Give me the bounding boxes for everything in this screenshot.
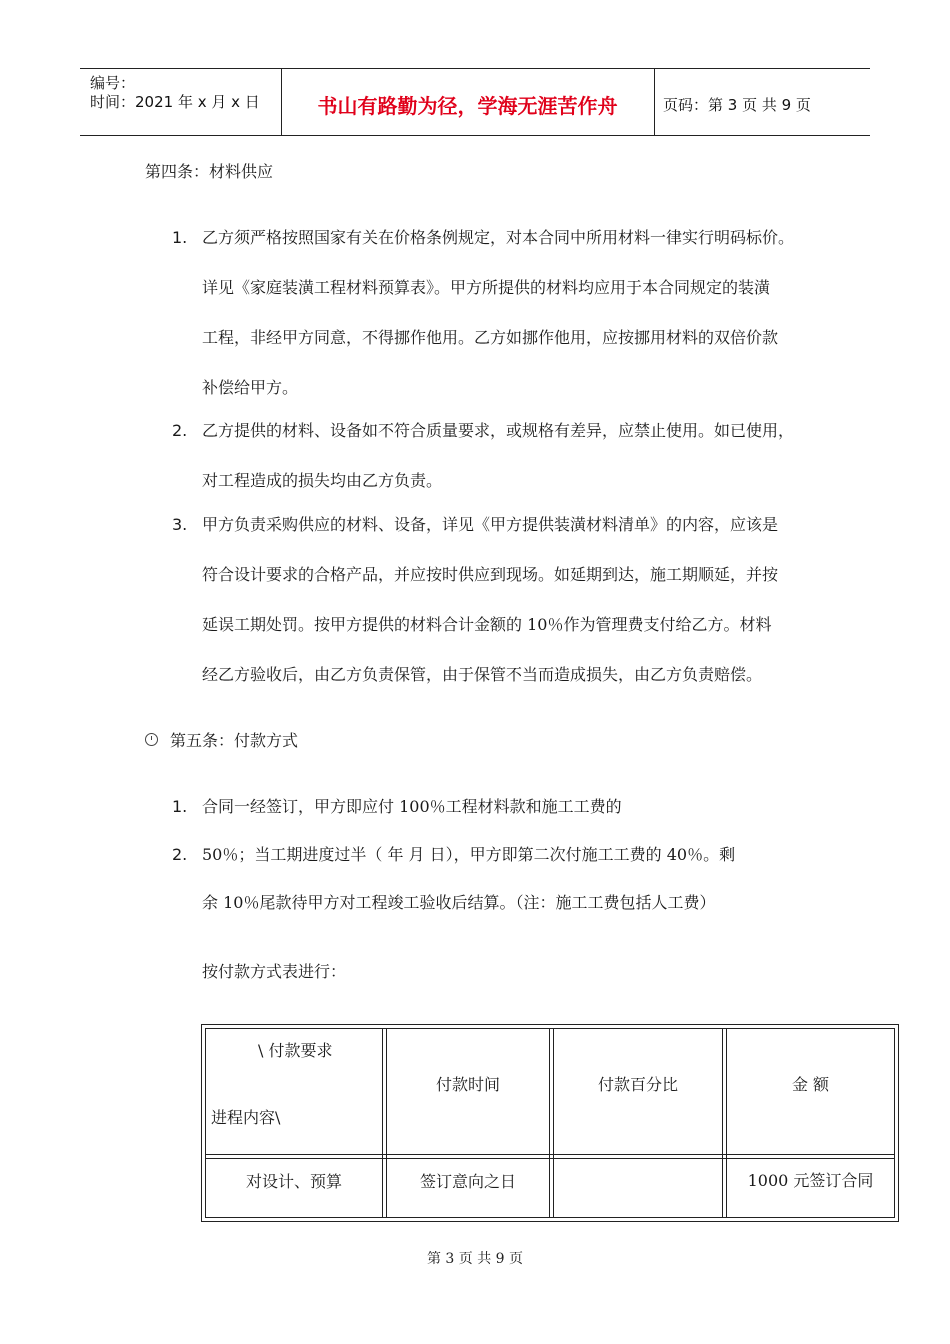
document-date: 时间：2021 年 x 月 x 日 xyxy=(90,93,260,111)
table-col-divider xyxy=(382,1028,383,1218)
table-header-cell: 付款百分比 xyxy=(597,1075,678,1094)
list-number: 1. xyxy=(172,797,188,816)
table-border xyxy=(205,1217,895,1218)
table-col-divider xyxy=(553,1028,554,1218)
table-intro: 按付款方式表进行： xyxy=(202,962,347,981)
table-border xyxy=(201,1221,899,1222)
table-border xyxy=(205,1028,895,1029)
header-divider xyxy=(654,68,655,136)
table-header-cell: 付款时间 xyxy=(435,1075,500,1094)
article4-item3-line2: 符合设计要求的合格产品，并应按时供应到现场。如延期到达，施工期顺延，并按 xyxy=(202,565,779,584)
article4-item1-line2: 详见《家庭装潢工程材料预算表》。甲方所提供的材料均应用于本合同规定的装潢 xyxy=(202,278,771,297)
article4-item3-line3: 延误工期处罚。按甲方提供的材料合计金额的 10％作为管理费支付给乙方。材料 xyxy=(202,615,772,634)
page-footer: 第 3 页 共 9 页 xyxy=(426,1251,524,1267)
table-cell: 签订意向之日 xyxy=(419,1172,516,1191)
clock-icon xyxy=(145,733,158,746)
table-col-divider xyxy=(549,1028,550,1218)
list-number: 3. xyxy=(172,515,188,534)
article4-heading: 第四条：材料供应 xyxy=(145,162,274,181)
article5-heading: 第五条：付款方式 xyxy=(170,731,299,750)
document-code-label: 编号： xyxy=(90,74,136,92)
list-number: 1. xyxy=(172,228,188,247)
table-header-diagonal-bottom: 进程内容\ xyxy=(211,1108,281,1127)
table-cell: 对设计、预算 xyxy=(245,1172,342,1191)
article4-item2-line1: 乙方提供的材料、设备如不符合质量要求，或规格有差异，应禁止使用。如已使用， xyxy=(202,421,795,440)
table-header-cell: 金 额 xyxy=(791,1075,830,1094)
article5-item2-line1: 50％；当工期进度过半（ 年 月 日），甲方即第二次付施工工费的 40％。剩 xyxy=(202,845,736,864)
table-row-divider xyxy=(205,1154,895,1155)
page-indicator: 页码：第 3 页 共 9 页 xyxy=(663,96,811,114)
table-border xyxy=(201,1024,202,1222)
article4-item1-line3: 工程，非经甲方同意，不得挪作他用。乙方如挪作他用，应按挪用材料的双倍价款 xyxy=(202,328,779,347)
article5-item2-line2: 余 10％尾款待甲方对工程竣工验收后结算。（注：施工工费包括人工费） xyxy=(202,893,716,912)
table-cell: 1000 元签订合同 xyxy=(747,1171,874,1190)
article4-item3-line1: 甲方负责采购供应的材料、设备，详见《甲方提供装潢材料清单》的内容，应该是 xyxy=(202,515,779,534)
header-bottom-rule xyxy=(80,135,870,136)
table-header-diagonal-top: \ 付款要求 xyxy=(258,1041,333,1060)
table-border xyxy=(898,1024,899,1222)
article4-item1-line4: 补偿给甲方。 xyxy=(202,378,299,397)
motto-banner: 书山有路勤为径，学海无涯苦作舟 xyxy=(317,94,618,118)
article5-item1-line1: 合同一经签订，甲方即应付 100％工程材料款和施工工费的 xyxy=(202,797,622,816)
article4-item3-line4: 经乙方验收后，由乙方负责保管，由于保管不当而造成损失，由乙方负责赔偿。 xyxy=(202,665,763,684)
table-border xyxy=(201,1024,899,1025)
header-top-rule xyxy=(80,68,870,69)
list-number: 2. xyxy=(172,421,188,440)
table-row-divider xyxy=(205,1158,895,1159)
article4-item2-line2: 对工程造成的损失均由乙方负责。 xyxy=(202,471,443,490)
list-number: 2. xyxy=(172,845,188,864)
table-border xyxy=(894,1028,895,1218)
article4-item1-line1: 乙方须严格按照国家有关在价格条例规定，对本合同中所用材料一律实行明码标价。 xyxy=(202,228,795,247)
table-col-divider xyxy=(722,1028,723,1218)
